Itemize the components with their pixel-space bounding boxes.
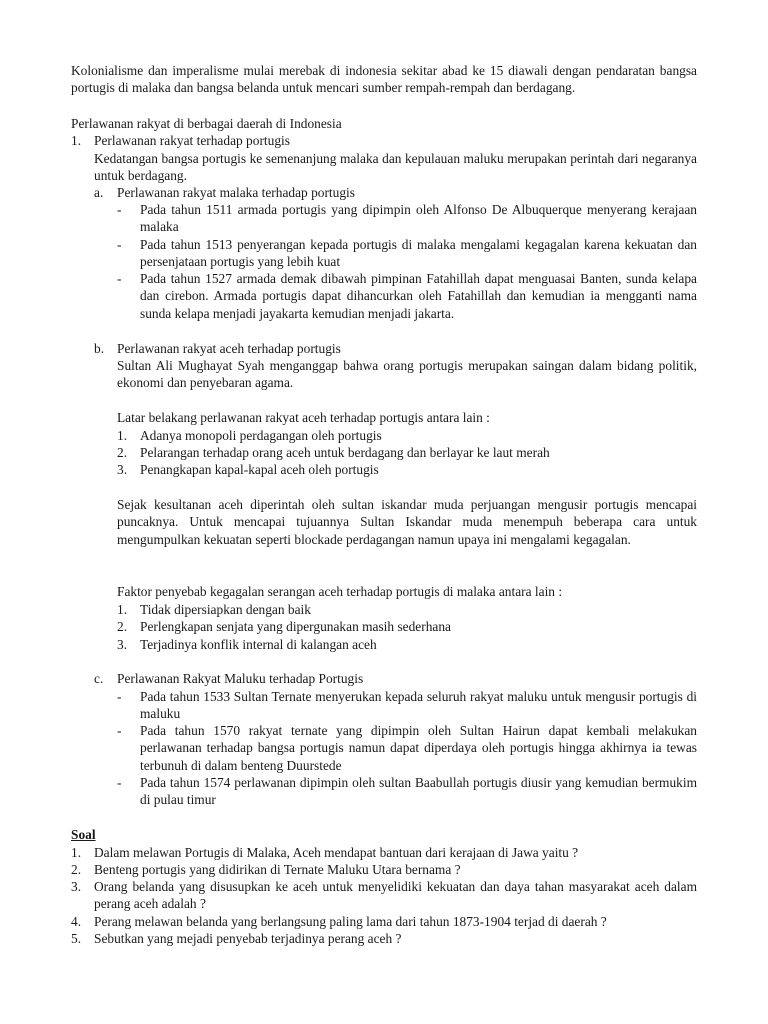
list-number: 3. [117, 637, 128, 652]
list-item: Pelarangan terhadap orang aceh untuk berdagang dan berlayar ke laut merah [140, 445, 550, 460]
list-intro: Faktor penyebab kegagalan serangan aceh terhadap portugis di malaka antara lain : [117, 584, 563, 599]
list-item: Terjadinya konflik internal di kalangan aceh [140, 637, 377, 652]
list-number: 1. [71, 845, 82, 860]
intro-paragraph: Kolonialisme dan imperalisme mulai merebak di indonesia sekitar abad ke 15 diawali dengan pendaratan bangsa portugis di malaka dan bangsa belanda untuk mencari sumber rempah-rempah dan berdagang. [71, 63, 697, 96]
soal-title: Soal [71, 827, 96, 842]
bullet-dash: - [117, 723, 122, 738]
list-item: Pada tahun 1511 armada portugis yang dipimpin oleh Alfonso De Albuquerque menyerang kerajaan malaka [140, 202, 697, 235]
list-item: Pada tahun 1570 rakyat ternate yang dipimpin oleh Sultan Hairun dapat kembali melakukan perlawanan terhadap bangsa portugis namun dapat diperdaya oleh portugis hingga akhirnya ia tewas terbunuh di dalam benteng Duurstede [140, 723, 697, 773]
list-item: Perlengkapan senjata yang dipergunakan masih sederhana [140, 619, 451, 634]
bullet-dash: - [117, 689, 122, 704]
list-number: 1. [71, 133, 82, 148]
list-number: 4. [71, 914, 82, 929]
list-intro: Latar belakang perlawanan rakyat aceh terhadap portugis antara lain : [117, 410, 490, 425]
question-item: Sebutkan yang mejadi penyebab terjadinya perang aceh ? [94, 931, 402, 946]
bullet-dash: - [117, 202, 122, 217]
section-1-title: Perlawanan rakyat terhadap portugis [94, 133, 290, 148]
paragraph: Sejak kesultanan aceh diperintah oleh sultan iskandar muda perjuangan mengusir portugis mencapai puncaknya. Untuk mencapai tujuannya Sultan Iskandar muda menempuh beberapa cara untuk mengumpulkan kekuatan seperti blockade perdagangan namun upaya ini mengalami kegagalan. [117, 497, 697, 547]
list-number: 2. [117, 445, 128, 460]
question-item: Perang melawan belanda yang berlangsung paling lama dari tahun 1873-1904 terjad di daerah ? [94, 914, 607, 929]
list-item: Pada tahun 1527 armada demak dibawah pimpinan Fatahillah dapat menguasai Banten, sunda kelapa dan cirebon. Armada portugis dapat dihancurkan oleh Fatahillah dan kemudian ia mengganti nama sunda kelapa menjadi jayakarta kemudian menjadi jakarta. [140, 271, 697, 321]
list-number: 1. [117, 602, 128, 617]
bullet-dash: - [117, 237, 122, 252]
list-number: 2. [71, 862, 82, 877]
list-number: 5. [71, 931, 82, 946]
list-item: Tidak dipersiapkan dengan baik [140, 602, 311, 617]
question-item: Orang belanda yang disusupkan ke aceh untuk menyelidiki kekuatan dan daya tahan masyarakat aceh dalam perang aceh adalah ? [94, 879, 697, 912]
question-item: Dalam melawan Portugis di Malaka, Aceh mendapat bantuan dari kerajaan di Jawa yaitu ? [94, 845, 579, 860]
bullet-dash: - [117, 775, 122, 790]
list-item: Pada tahun 1533 Sultan Ternate menyerukan kepada seluruh rakyat maluku untuk mengusir portugis di maluku [140, 689, 697, 722]
question-item: Benteng portugis yang didirikan di Ternate Maluku Utara bernama ? [94, 862, 461, 877]
paragraph: Sultan Ali Mughayat Syah menganggap bahwa orang portugis merupakan saingan dalam bidang politik, ekonomi dan penyebaran agama. [117, 358, 697, 391]
subsection-a-title: Perlawanan rakyat malaka terhadap portugis [117, 185, 355, 200]
subsection-c-title: Perlawanan Rakyat Maluku terhadap Portugis [117, 671, 364, 686]
list-number: 3. [117, 462, 128, 477]
subsection-b-title: Perlawanan rakyat aceh terhadap portugis [117, 341, 341, 356]
list-number: 1. [117, 428, 128, 443]
list-letter: a. [94, 185, 104, 200]
list-letter: c. [94, 671, 104, 686]
section-heading: Perlawanan rakyat di berbagai daerah di Indonesia [71, 116, 342, 131]
list-item: Penangkapan kapal-kapal aceh oleh portugis [140, 462, 379, 477]
bullet-dash: - [117, 271, 122, 286]
list-item: Pada tahun 1574 perlawanan dipimpin oleh sultan Baabullah portugis diusir yang kemudian bermukim di pulau timur [140, 775, 697, 808]
list-item: Pada tahun 1513 penyerangan kepada portugis di malaka mengalami kegagalan karena kekuatan dan persenjataan portugis yang lebih kuat [140, 237, 697, 270]
section-1-paragraph: Kedatangan bangsa portugis ke semenanjung malaka dan kepulauan maluku merupakan perintah dari negaranya untuk berdagang. [94, 151, 697, 184]
list-item: Adanya monopoli perdagangan oleh portugis [140, 428, 382, 443]
list-number: 2. [117, 619, 128, 634]
list-letter: b. [94, 341, 105, 356]
list-number: 3. [71, 879, 82, 894]
